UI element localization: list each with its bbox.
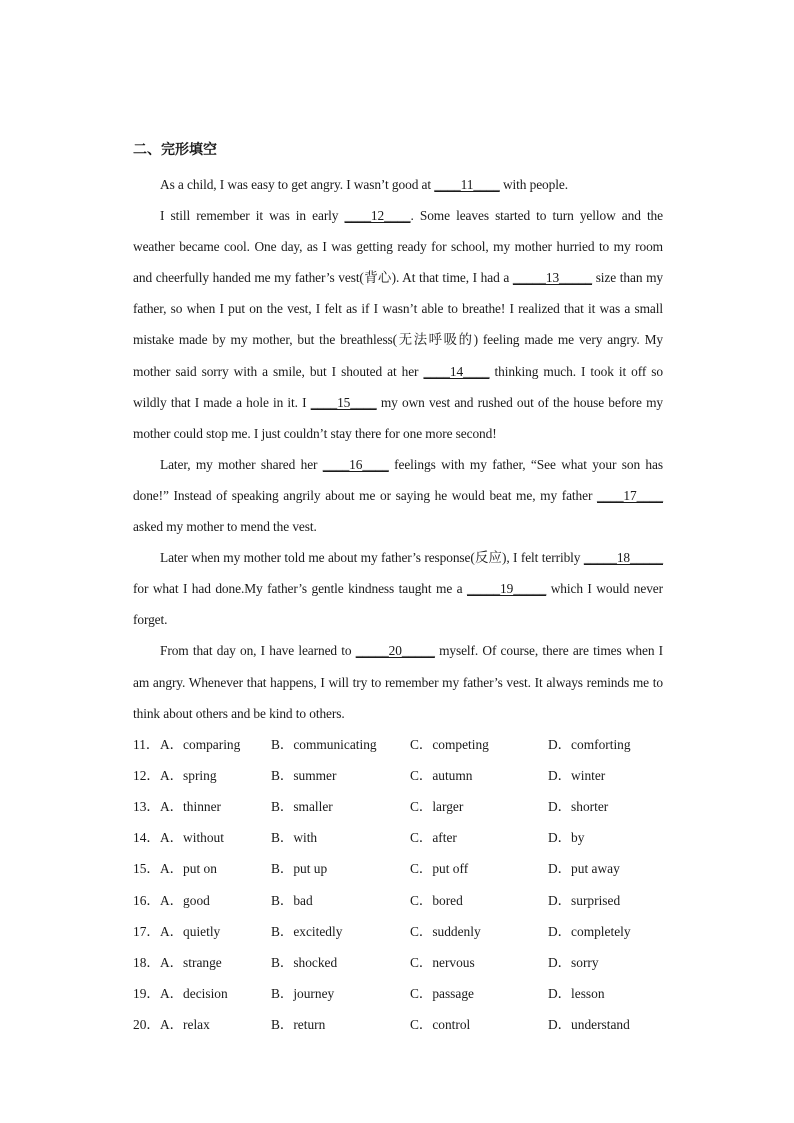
option-d: D．by <box>548 830 585 846</box>
option-c: C．passage <box>410 986 474 1002</box>
passage-text: for what I had done.My father’s gentle kindness taught me a <box>133 581 468 597</box>
option-b: B．summer <box>271 767 337 783</box>
option-d: D．completely <box>548 923 631 939</box>
question-options <box>133 729 663 1041</box>
passage-text: which I would never forget. <box>133 581 663 628</box>
option-d: D．put away <box>548 861 620 877</box>
option-d: D．winter <box>548 767 606 783</box>
question-number: 11． <box>133 736 160 752</box>
passage-text: . Some leaves started to turn yellow and the weather became cool. One day, as I was getting ready for school, my mother hurried to my room and cheerfully handed me my father’s vest(背心). At that time, I had a <box>133 208 663 286</box>
question-row-18 <box>133 947 663 978</box>
question-row-14 <box>133 822 663 853</box>
passage-text: Later when my mother told me about my father’s response(反应), I felt terribly <box>160 550 584 566</box>
passage-text: Later, my mother shared her <box>160 456 323 472</box>
option-b: B．shocked <box>271 955 338 970</box>
passage-text: From that day on, I have learned to <box>160 643 356 659</box>
option-c: C．competing <box>410 736 489 752</box>
option-a: A．thinner <box>160 799 221 815</box>
option-b: B．put up <box>271 861 328 877</box>
option-a: A．good <box>160 892 210 908</box>
passage-paragraph-4 <box>133 542 663 635</box>
option-c: C．control <box>410 1017 471 1033</box>
option-a: A．decision <box>160 986 228 1002</box>
passage-text: myself. Of course, there are times when I am angry. Whenever that happens, I will try to remember my father’s vest. It always reminds me to think about others and be kind to others. <box>133 643 663 721</box>
passage-text: with people. <box>499 177 568 192</box>
blank-15: ____15____ <box>310 394 377 410</box>
passage-text: As a child, I was easy to get angry. I wasn’t good at <box>160 177 435 192</box>
option-a: A．comparing <box>160 736 241 752</box>
option-a: A．strange <box>160 955 222 970</box>
option-d: D．comforting <box>548 736 631 752</box>
question-number: 16． <box>133 892 160 908</box>
passage-text: size than my father, so when I put on the vest, I felt as if I wasn’t able to breathe! I realized that it was a small mistake made by my mother, but the breathless(无法呼吸的) feeling made me very angry. My mother said sorry with a smile, but I shouted at her <box>133 270 663 379</box>
option-c: C．after <box>410 830 457 846</box>
blank-19: _____19_____ <box>467 581 547 597</box>
question-number: 13． <box>133 799 160 815</box>
section-title: 二、完形填空 <box>133 142 217 158</box>
question-row-15 <box>133 853 663 884</box>
option-c: C．nervous <box>410 955 475 970</box>
document-page <box>133 138 663 1041</box>
blank-18: _____18_____ <box>583 550 663 566</box>
option-b: B．excitedly <box>271 923 343 939</box>
question-row-12 <box>133 760 663 791</box>
passage-paragraph-1 <box>133 169 663 200</box>
question-number: 19． <box>133 986 160 1002</box>
question-number: 17． <box>133 923 160 939</box>
blank-14: ____14____ <box>423 363 490 379</box>
passage-text: asked my mother to mend the vest. <box>133 519 317 535</box>
option-b: B．communicating <box>271 736 377 752</box>
option-a: A．put on <box>160 861 217 877</box>
option-c: C．autumn <box>410 767 473 783</box>
option-c: C．larger <box>410 799 464 815</box>
option-c: C．bored <box>410 892 463 908</box>
option-b: B．smaller <box>271 799 333 815</box>
option-c: C．put off <box>410 861 469 877</box>
option-a: A．quietly <box>160 923 221 939</box>
passage-text: feelings with my father, “See what your son has done!” Instead of speaking angrily about me or saying he would beat me, my father <box>133 456 663 503</box>
question-number: 12． <box>133 767 160 783</box>
passage-paragraph-3 <box>133 449 663 542</box>
question-row-19 <box>133 978 663 1009</box>
question-number: 14． <box>133 830 160 846</box>
question-row-11 <box>133 729 663 760</box>
option-d: D．surprised <box>548 892 621 908</box>
question-row-20 <box>133 1009 663 1040</box>
blank-13: _____13_____ <box>512 270 593 286</box>
option-d: D．understand <box>548 1017 630 1033</box>
option-b: B．with <box>271 830 318 846</box>
blank-17: ____17____ <box>597 487 663 503</box>
option-b: B．bad <box>271 892 313 908</box>
blank-16: ____16____ <box>322 456 389 472</box>
passage-text: I still remember it was in early <box>160 208 345 224</box>
question-row-17 <box>133 916 663 947</box>
option-a: A．without <box>160 830 224 846</box>
passage-text: my own vest and rushed out of the house before my mother could stop me. I just couldn’t stay there for one more second! <box>133 394 663 441</box>
passage-paragraph-5 <box>133 635 663 728</box>
option-b: B．return <box>271 1017 326 1033</box>
question-row-13 <box>133 791 663 822</box>
blank-20: _____20_____ <box>355 643 435 659</box>
passage-paragraph-2 <box>133 200 663 449</box>
question-number: 18． <box>133 955 160 970</box>
option-b: B．journey <box>271 986 335 1002</box>
blank-12: ____12____ <box>344 208 411 224</box>
question-number: 15． <box>133 861 160 877</box>
option-a: A．spring <box>160 767 217 783</box>
passage-text: thinking much. I took it off so wildly that I made a hole in it. I <box>133 363 664 410</box>
option-d: D．lesson <box>548 986 605 1002</box>
question-number: 20． <box>133 1017 160 1033</box>
blank-11: ____11____ <box>434 177 500 192</box>
question-row-16 <box>133 885 663 916</box>
option-c: C．suddenly <box>410 923 481 939</box>
option-a: A．relax <box>160 1017 210 1033</box>
option-d: D．shorter <box>548 799 609 815</box>
option-d: D．sorry <box>548 955 599 970</box>
